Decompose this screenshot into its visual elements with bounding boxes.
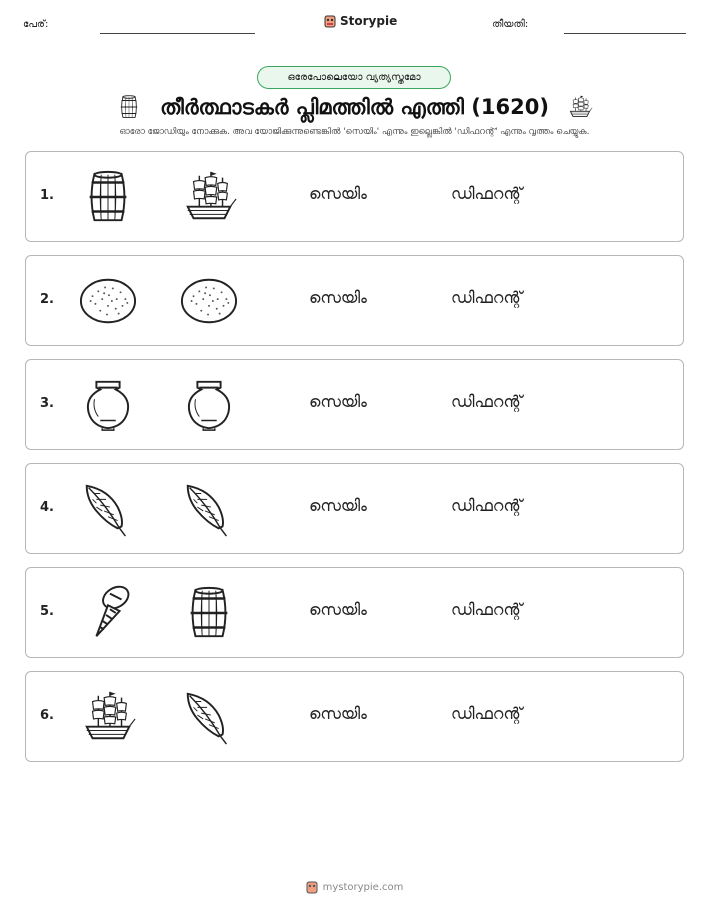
question-number: 5. (40, 604, 54, 619)
title-row (0, 90, 709, 124)
brand-name: Storypie (340, 14, 398, 28)
footer (0, 880, 709, 894)
barrel-icon (180, 584, 238, 642)
different-option[interactable]: ഡിഫറന്റ് (451, 704, 523, 723)
question-row (25, 255, 684, 346)
ship-icon (567, 92, 593, 122)
feather-icon (79, 480, 137, 538)
question-row (25, 463, 684, 554)
page-title: തീർത്ഥാടകർ പ്ലിമത്തിൽ എത്തി (1620) (160, 94, 549, 119)
ship-icon (79, 688, 137, 746)
question-number: 4. (40, 500, 54, 515)
date-line[interactable] (564, 33, 686, 34)
same-option[interactable]: സെയിം (309, 600, 367, 619)
screw-icon (79, 584, 137, 642)
same-option[interactable]: സെയിം (309, 392, 367, 411)
storypie-logo (324, 14, 397, 28)
same-option[interactable]: സെയിം (309, 288, 367, 307)
barrel-icon (116, 92, 142, 122)
question-row (25, 567, 684, 658)
date-label: തീയതി: (492, 19, 529, 30)
question-number: 3. (40, 396, 54, 411)
ship-icon (180, 168, 238, 226)
question-row (25, 671, 684, 762)
footer-url[interactable]: mystorypie.com (322, 881, 404, 893)
question-row (25, 151, 684, 242)
same-option[interactable]: സെയിം (309, 184, 367, 203)
pot-icon (79, 376, 137, 434)
question-number: 2. (40, 292, 54, 307)
different-option[interactable]: ഡിഫറന്റ് (451, 288, 523, 307)
question-number: 6. (40, 708, 54, 723)
question-number: 1. (40, 188, 54, 203)
bread-icon (180, 272, 238, 330)
instructions: ഓരോ ജോഡിയും നോക്കുക. അവ യോജിക്കുന്നുണ്ടെങ്കിൽ 'സെയിം' എന്നും ഇല്ലെങ്കിൽ 'ഡിഫറന്റ്' എന്നും വൃത്തം ചെയ്യുക. (119, 127, 590, 137)
question-row (25, 359, 684, 450)
different-option[interactable]: ഡിഫറന്റ് (451, 600, 523, 619)
storypie-mascot-icon (306, 880, 318, 894)
different-option[interactable]: ഡിഫറന്റ് (451, 392, 523, 411)
feather-icon (180, 480, 238, 538)
bread-icon (79, 272, 137, 330)
same-or-different-tag: ഒരേപോലെയോ വ്യത്യസ്തമോ (257, 66, 451, 89)
pot-icon (180, 376, 238, 434)
different-option[interactable]: ഡിഫറന്റ് (451, 184, 523, 203)
feather-icon (180, 688, 238, 746)
storypie-mascot-icon (324, 14, 336, 28)
barrel-icon (79, 168, 137, 226)
same-option[interactable]: സെയിം (309, 704, 367, 723)
name-line[interactable] (100, 33, 255, 34)
same-option[interactable]: സെയിം (309, 496, 367, 515)
name-label: പേര്: (23, 19, 49, 30)
different-option[interactable]: ഡിഫറന്റ് (451, 496, 523, 515)
